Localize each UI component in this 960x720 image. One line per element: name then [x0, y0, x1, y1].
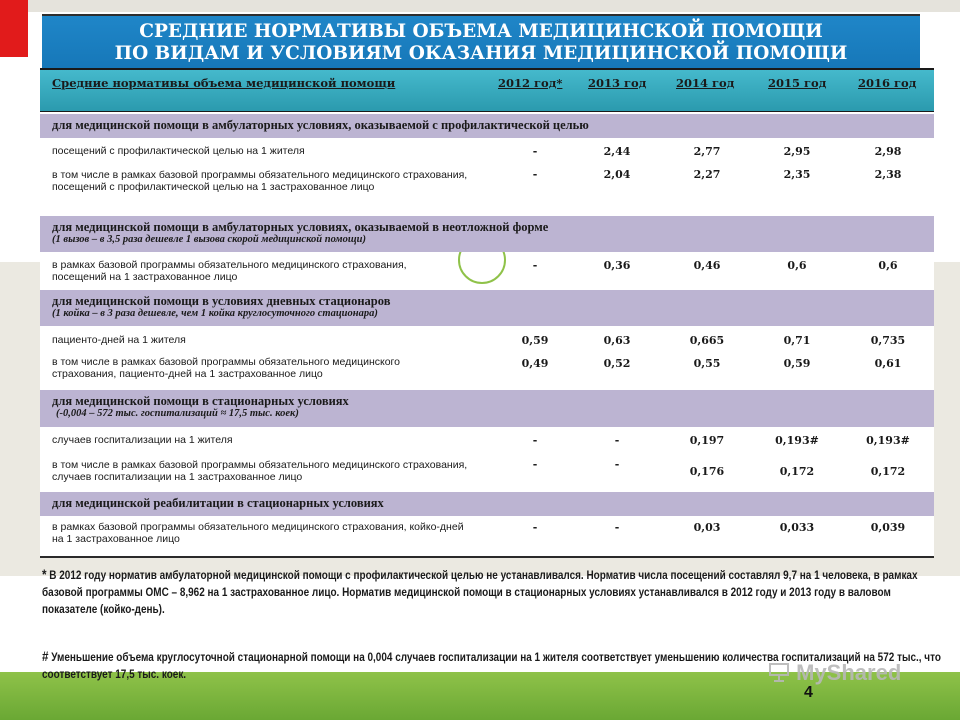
cell-2015: 2,35: [783, 168, 811, 181]
table-header: [40, 68, 934, 112]
section-header: [40, 492, 934, 516]
cell-2012: -: [532, 458, 538, 471]
row-label: в рамках базовой программы обязательного медицинского страхования, койко-дней на 1 застрахованное лицо: [52, 521, 464, 545]
cell-2012: -: [532, 145, 538, 158]
watermark: [768, 660, 901, 686]
cell-2015: 0,71: [783, 334, 811, 347]
cell-2012: -: [532, 434, 538, 447]
header-2014: 2014 год: [676, 76, 735, 90]
cell-2013: -: [614, 521, 620, 534]
section-header: [40, 290, 934, 326]
cell-2014: 2,27: [693, 168, 721, 181]
row-label: в рамках базовой программы обязательного медицинского страхования, посещений на 1 застрахованное лицо: [52, 259, 407, 283]
header-2012: 2012 год*: [498, 76, 563, 90]
cell-2014: 0,46: [693, 259, 721, 272]
cell-2016: 0,61: [874, 357, 902, 370]
cell-2015: 0,033: [779, 521, 815, 534]
section-title: для медицинской реабилитации в стационарных условиях: [52, 496, 384, 510]
cell-2014: 0,665: [689, 334, 725, 347]
cell-2014: 0,55: [693, 357, 721, 370]
footnote-hash-text: Уменьшение объема круглосуточной стационарной помощи на 0,004 случаев госпитализации на 1 жителя соответствует уменьшению количества госпитализаций на 572 тыс., что соответствует 17,5 тыс. коек.: [42, 650, 941, 681]
row-label: посещений с профилактической целью на 1 жителя: [52, 145, 305, 157]
cell-2012: 0,49: [521, 357, 549, 370]
cell-2012: -: [532, 168, 538, 181]
cell-2016: 0,735: [870, 334, 906, 347]
cell-2014: 2,77: [693, 145, 721, 158]
cell-2014: 0,03: [693, 521, 721, 534]
cell-2015: 0,59: [783, 357, 811, 370]
header-2013: 2013 год: [588, 76, 647, 90]
cell-2015: 0,172: [779, 465, 815, 478]
presentation-icon: [768, 661, 790, 683]
section-title: для медицинской помощи в амбулаторных условиях, оказываемой в неотложной форме: [52, 220, 549, 234]
section-subtitle: (-0,004 – 572 тыс. госпитализаций ≈ 17,5 тыс. коек): [56, 408, 299, 419]
section-title: для медицинской помощи в условиях дневных стационаров: [52, 294, 391, 308]
cell-2013: 0,63: [603, 334, 631, 347]
cell-2012: 0,59: [521, 334, 549, 347]
cell-2016: 0,172: [870, 465, 906, 478]
footnote-star-mark: *: [42, 566, 47, 582]
row-label: случаев госпитализации на 1 жителя: [52, 434, 233, 446]
header-2016: 2016 год: [858, 76, 917, 90]
cell-2016: 0,193#: [866, 434, 910, 447]
cell-2014: 0,197: [689, 434, 725, 447]
row-label: пациенто-дней на 1 жителя: [52, 334, 186, 346]
cell-2015: 0,193#: [775, 434, 819, 447]
top-decor-bar: [0, 0, 960, 12]
row-label: в том числе в рамках базовой программы обязательного медицинского страхования, посещений с профилактической целью на 1 застрахованное лицо: [52, 169, 468, 193]
cell-2016: 2,38: [874, 168, 902, 181]
cell-2014: 0,176: [689, 465, 725, 478]
section-title: для медицинской помощи в стационарных условиях: [52, 394, 349, 408]
footnote-star: [42, 566, 938, 618]
section-header: [40, 216, 934, 252]
table-bottom-rule: [40, 556, 934, 558]
section-header: [40, 390, 934, 427]
section-subtitle: (1 койка – в 3 раза дешевле, чем 1 койка круглосуточного стационара): [52, 308, 378, 319]
cell-2013: 2,44: [603, 145, 631, 158]
cell-2016: 0,039: [870, 521, 906, 534]
cell-2015: 0,6: [787, 259, 807, 272]
title-line-2: ПО ВИДАМ И УСЛОВИЯМ ОКАЗАНИЯ МЕДИЦИНСКОЙ ПОМОЩИ: [114, 43, 848, 64]
cell-2012: -: [532, 259, 538, 272]
header-indicator: Средние нормативы объема медицинской помощи: [52, 76, 396, 90]
row-label: в том числе в рамках базовой программы обязательного медицинского страхования, случаев госпитализации на 1 застрахованное лицо: [52, 459, 468, 483]
section-header: [40, 114, 934, 138]
cell-2013: 2,04: [603, 168, 631, 181]
title-line-1: СРЕДНИЕ НОРМАТИВЫ ОБЪЕМА МЕДИЦИНСКОЙ ПОМОЩИ: [139, 21, 823, 42]
cell-2013: -: [614, 434, 620, 447]
cell-2013: -: [614, 458, 620, 471]
slide-title: [42, 14, 920, 70]
cell-2016: 2,98: [874, 145, 902, 158]
cell-2013: 0,52: [603, 357, 631, 370]
footnote-star-text: В 2012 году норматив амбулаторной медицинской помощи с профилактической целью не устанавливался. Норматив числа посещений составлял 9,7 на 1 человека, в рамках базовой программы ОМС – 8,962 на 1 застрахованное лицо. Норматив медицинской помощи в стационарных условиях устанавливался в 2012 году и 2013 году в валовом показателе (койко-день).: [42, 568, 918, 616]
cell-2012: -: [532, 521, 538, 534]
page-number: 4: [804, 684, 813, 701]
cell-2015: 2,95: [783, 145, 811, 158]
cell-2016: 0,6: [878, 259, 898, 272]
section-title: для медицинской помощи в амбулаторных условиях, оказываемой с профилактической целью: [52, 118, 589, 132]
footnote-hash-mark: #: [42, 648, 49, 664]
row-label: в том числе в рамках базовой программы обязательного медицинского страхования, пациенто-дней на 1 застрахованное лицо: [52, 356, 400, 380]
red-accent-block: [0, 0, 28, 57]
section-subtitle: (1 вызов – в 3,5 раза дешевле 1 вызова скорой медицинской помощи): [52, 234, 366, 245]
cell-2013: 0,36: [603, 259, 631, 272]
watermark-text: MyShared: [796, 660, 902, 685]
header-2015: 2015 год: [768, 76, 827, 90]
